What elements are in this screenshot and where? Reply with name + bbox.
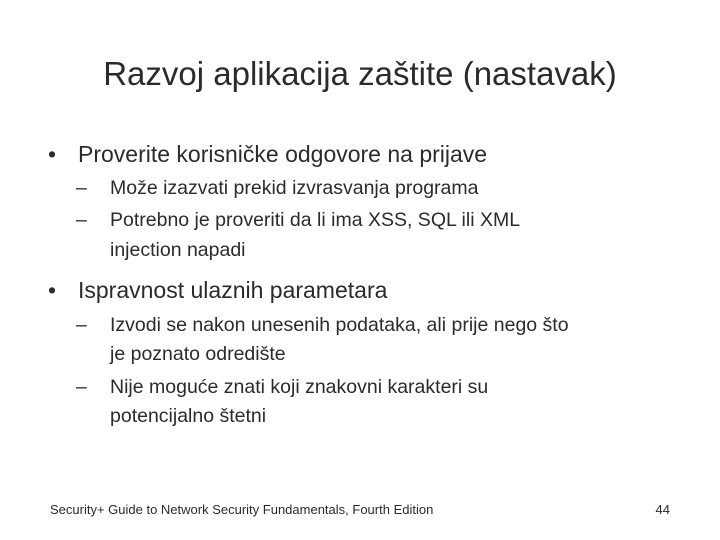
sub-bullet-text-continuation: je poznato odredište xyxy=(110,343,286,365)
bullet-text: Ispravnost ulaznih parametara xyxy=(78,277,388,303)
dash-icon: – xyxy=(76,376,87,398)
sub-bullet-text-continuation: injection napadi xyxy=(110,239,246,261)
sub-bullet-text: Potrebno je proveriti da li ima XSS, SQL ili XML xyxy=(110,209,521,231)
dash-icon: – xyxy=(76,177,87,199)
dash-icon: – xyxy=(76,209,87,231)
dash-icon: – xyxy=(76,314,87,336)
bullet-dot-icon: • xyxy=(48,277,57,303)
slide-title: Razvoj aplikacija zaštite (nastavak) xyxy=(103,55,617,92)
sub-bullet-text: Može izazvati prekid izvrasvanja programa xyxy=(110,177,479,199)
sub-bullet-text: Nije moguće znati koji znakovni karakteri su xyxy=(110,376,489,398)
bullet-text: Proverite korisničke odgovore na prijave xyxy=(78,141,488,167)
sub-bullet-text-continuation: potencijalno štetni xyxy=(110,405,267,427)
footer-source: Security+ Guide to Network Security Fundamentals, Fourth Edition xyxy=(50,502,434,517)
sub-bullet-text: Izvodi se nakon unesenih podataka, ali prije nego što xyxy=(110,314,569,336)
page-number: 44 xyxy=(655,502,670,517)
bullet-dot-icon: • xyxy=(48,141,57,167)
